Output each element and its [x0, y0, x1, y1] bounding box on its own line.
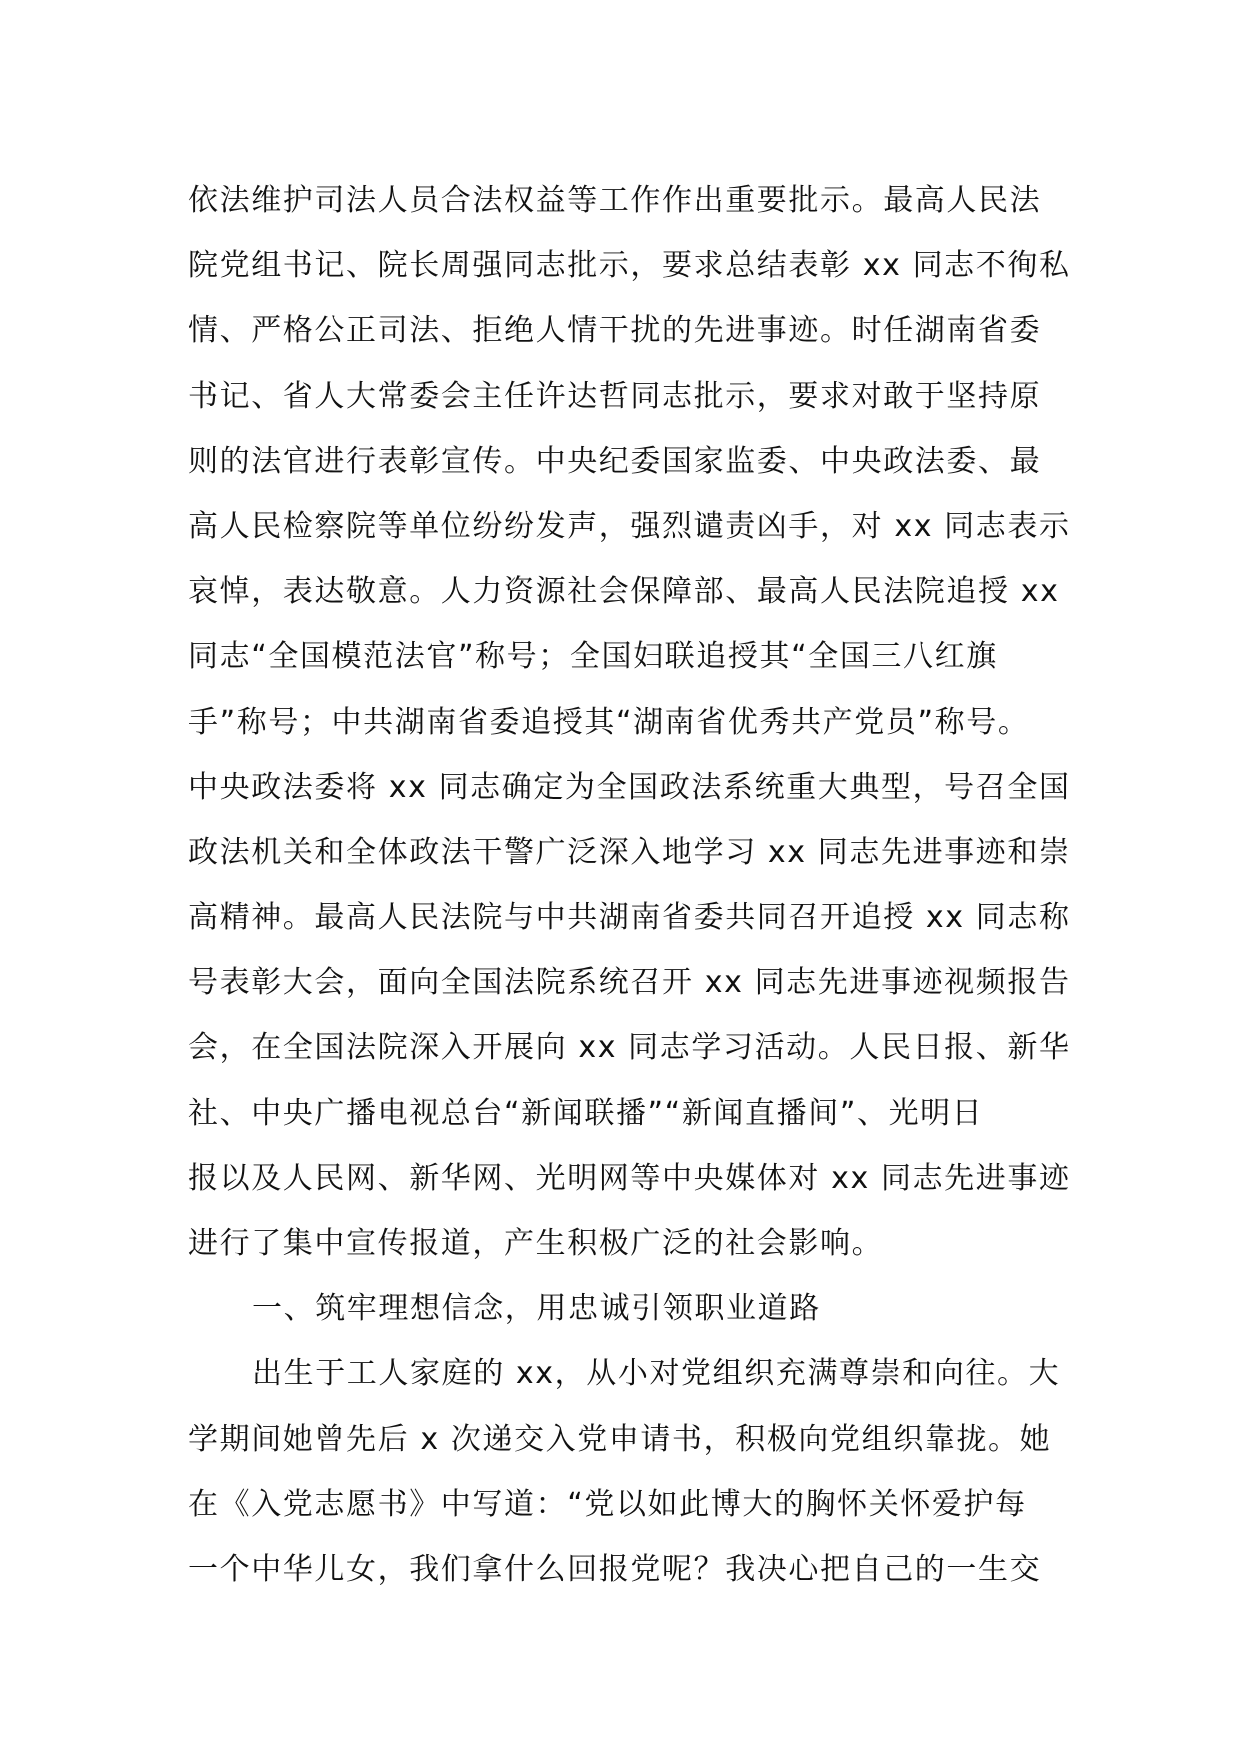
text-line: 一个中华儿女，我们拿什么回报党呢？我决心把自己的一生交 — [188, 1551, 1042, 1587]
text-line: 依法维护司法人员合法权益等工作作出重要批示。最高人民法 — [188, 183, 1042, 218]
text-line: 政法机关和全体政法干警广泛深入地学习 xx 同志先进事迹和崇 — [188, 834, 1071, 870]
text-line: 则的法官进行表彰宣传。中央纪委国家监委、中央政法委、最 — [188, 443, 1042, 479]
text-line: 同志“全国模范法官”称号；全国妇联追授其“全国三八红旗 — [188, 639, 998, 675]
text-line: 出生于工人家庭的 xx，从小对党组织充满尊崇和向往。大 — [252, 1356, 1061, 1392]
text-line: 进行了集中宣传报道，产生积极广泛的社会影响。 — [188, 1226, 884, 1261]
text-line: 高人民检察院等单位纷纷发声，强烈谴责凶手，对 xx 同志表示 — [188, 508, 1071, 544]
text-line: 手”称号；中共湖南省委追授其“湖南省优秀共产党员”称号。 — [188, 704, 1030, 740]
text-line: 中央政法委将 xx 同志确定为全国政法系统重大典型，号召全国 — [188, 769, 1071, 805]
body-text — [188, 168, 1071, 1602]
text-line: 会，在全国法院深入开展向 xx 同志学习活动。人民日报、新华 — [188, 1030, 1071, 1066]
text-line: 书记、省人大常委会主任许达哲同志批示，要求对敢于坚持原 — [188, 378, 1042, 414]
section-heading: 一、筑牢理想信念，用忠诚引领职业道路 — [252, 1291, 821, 1327]
text-line: 报以及人民网、新华网、光明网等中央媒体对 xx 同志先进事迹 — [188, 1160, 1071, 1196]
text-line: 学期间她曾先后 x 次递交入党申请书，积极向党组织靠拢。她 — [188, 1421, 1052, 1457]
text-line: 哀悼，表达敬意。人力资源社会保障部、最高人民法院追授 xx — [188, 574, 1060, 610]
text-line: 高精神。最高人民法院与中共湖南省委共同召开追授 xx 同志称 — [188, 900, 1071, 936]
text-line: 号表彰大会，面向全国法院系统召开 xx 同志先进事迹视频报告 — [188, 965, 1071, 1001]
text-line: 社、中央广播电视总台“新闻联播”“新闻直播间”、光明日 — [188, 1095, 984, 1131]
text-line: 情、严格公正司法、拒绝人情干扰的先进事迹。时任湖南省委 — [188, 313, 1042, 349]
text-line: 在《入党志愿书》中写道：“党以如此博大的胸怀关怀爱护每 — [188, 1486, 1027, 1522]
text-line: 院党组书记、院长周强同志批示，要求总结表彰 xx 同志不徇私 — [188, 248, 1071, 284]
